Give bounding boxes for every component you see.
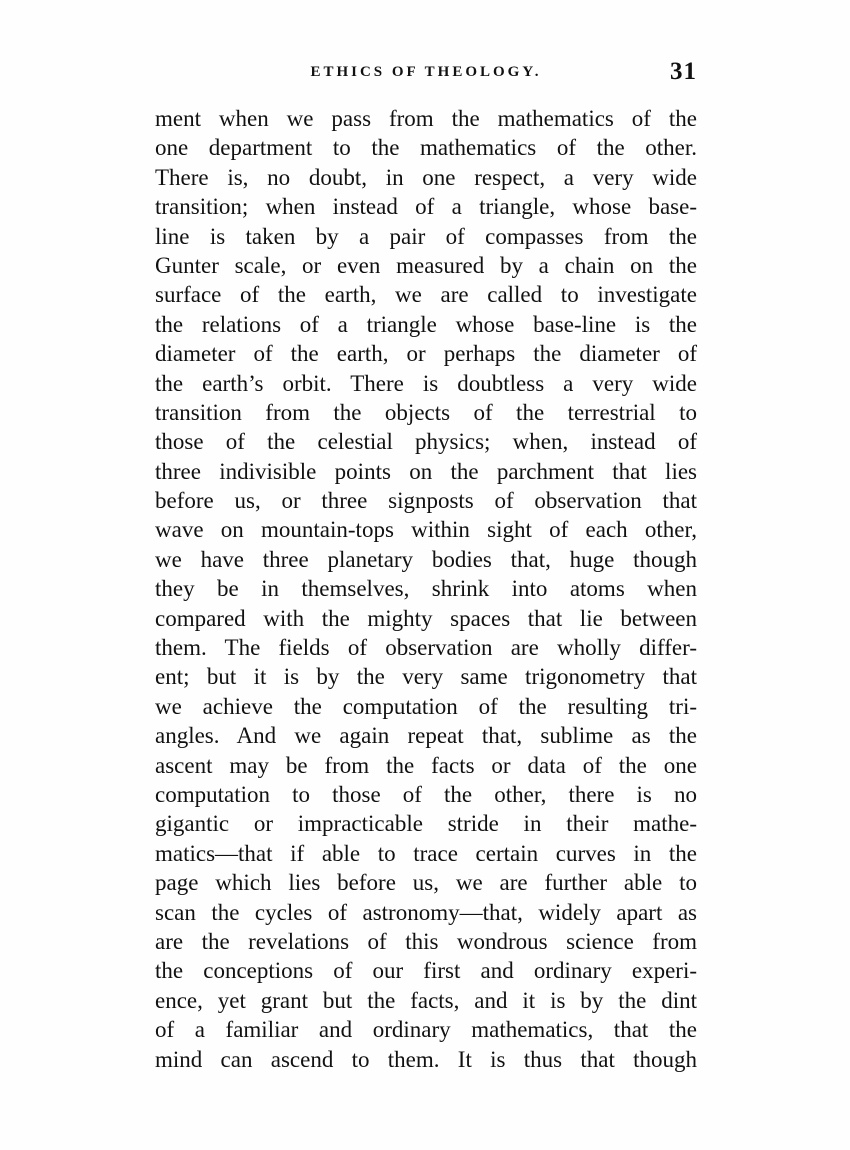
text-line: matics—that if able to trace certain curves in the [155, 840, 697, 866]
text-line: Gunter scale, or even measured by a chain on the [155, 252, 697, 278]
text-line: ment when we pass from the mathematics of the [155, 106, 697, 131]
text-line: we achieve the computation of the resulting tri- [155, 693, 697, 719]
text-line: the earth’s orbit. There is doubtless a very wide [155, 370, 697, 396]
text-line: line is taken by a pair of compasses from the [155, 223, 697, 249]
text-line: we have three planetary bodies that, huge though [155, 546, 697, 572]
running-title: ETHICS OF THEOLOGY. [310, 64, 542, 80]
text-line: ent; but it is by the very same trigonometry that [155, 664, 697, 690]
text-line: angles. And we again repeat that, sublime as the [155, 723, 697, 749]
text-line: the conceptions of our first and ordinary experi- [155, 958, 697, 984]
text-line: wave on mountain-tops within sight of each other, [155, 517, 697, 543]
text-line: diameter of the earth, or perhaps the diameter of [155, 341, 697, 367]
text-line: ascent may be from the facts or data of the one [155, 752, 697, 778]
page-number: 31 [670, 58, 697, 85]
text-line: mind can ascend to them. It is thus that though [155, 1046, 697, 1072]
body-text [155, 104, 697, 1074]
text-line: scan the cycles of astronomy—that, widely apart as [155, 899, 697, 925]
text-line: the relations of a triangle whose base-line is the [155, 311, 697, 337]
text-line: those of the celestial physics; when, instead of [155, 429, 697, 455]
text-line: gigantic or impracticable stride in their mathe- [155, 811, 697, 837]
text-line: they be in themselves, shrink into atoms when [155, 576, 697, 602]
text-line: one department to the mathematics of the other. [155, 135, 697, 161]
text-line: page which lies before us, we are further able to [155, 870, 697, 896]
text-line: There is, no doubt, in one respect, a very wide [155, 164, 697, 190]
text-line: them. The fields of observation are wholly differ- [155, 635, 697, 661]
text-line: compared with the mighty spaces that lie between [155, 605, 697, 631]
text-line: surface of the earth, we are called to investigate [155, 282, 697, 308]
text-line: three indivisible points on the parchment that lies [155, 458, 697, 484]
running-head [155, 60, 697, 90]
text-line: transition from the objects of the terrestrial to [155, 399, 697, 425]
text-line: ence, yet grant but the facts, and it is by the dint [155, 987, 697, 1013]
text-line: are the revelations of this wondrous science from [155, 928, 697, 954]
text-line: of a familiar and ordinary mathematics, that the [155, 1017, 697, 1043]
text-line: before us, or three signposts of observation that [155, 488, 697, 514]
text-line: transition; when instead of a triangle, whose base- [155, 194, 697, 220]
text-line: computation to those of the other, there is no [155, 781, 697, 807]
